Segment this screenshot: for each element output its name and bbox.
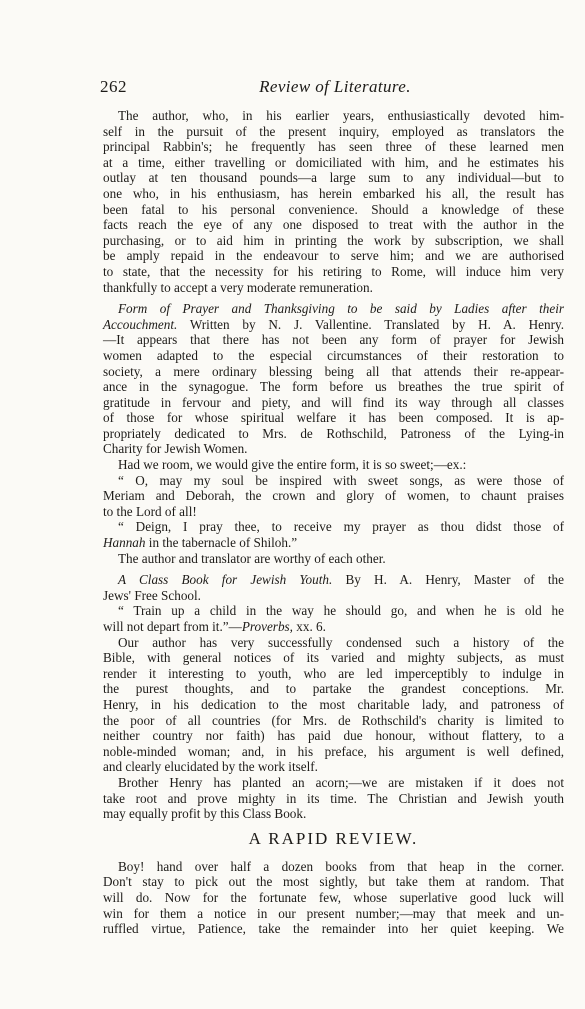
text-line: Accouchment. Written by N. J. Vallentine. Translated by H. A. Henry. [103, 316, 564, 332]
text-line: may equally profit by this Class Book. [103, 806, 307, 822]
text-line: Jews' Free School. [103, 587, 201, 603]
page-body [103, 108, 564, 937]
text-line: women adapted to the especial circumstances of their restoration to [103, 347, 564, 363]
text-line: neither country nor faith) has paid due honour, without flattery, to a [103, 728, 564, 744]
text-line: will not depart from it.”—Proverbs, xx. 6. [103, 619, 326, 634]
text-line: outlay at ten thousand pounds—a large sum to any individual—but to [103, 170, 564, 186]
section-heading: A RAPID REVIEW. [248, 828, 419, 848]
italic-title: A Class Book for Jewish Youth. [118, 572, 333, 588]
text-line: been fatal to his personal convenience. Should a knowledge of these [103, 201, 564, 217]
text-line: Had we room, we would give the entire form, it is so sweet;—ex.: [118, 457, 467, 473]
text-line: ruffled virtue, Patience, take the remainder into her quiet keeping. We [103, 921, 564, 937]
text-line: the purest thoughts, and to partake the grandest conceptions. Mr. [103, 681, 564, 697]
text-line: The author and translator are worthy of each other. [118, 550, 386, 566]
text-line: and clearly elucidated by the work itself. [103, 759, 318, 775]
text-line: will do. Now for the fortunate few, whose superlative good luck will [103, 889, 564, 905]
text-line: render it interesting to youth, who are led imperceptibly to indulge in [103, 665, 564, 681]
text-line: take root and prove mighty in its time. The Christian and Jewish youth [103, 790, 564, 806]
text-line: purchasing, or to aid him in printing the work by subscription, we shall [103, 232, 564, 248]
text-line: be amply repaid in the endeavour to serve him; and we are authorised [103, 248, 564, 264]
text-line: “ Train up a child in the way he should go, and when he is old he [118, 603, 564, 619]
text-line: at a time, either travelling or domiciliated with him, and he estimates his [103, 154, 564, 170]
text-line: principal Rabbin's; he frequently has seen three of these learned men [103, 139, 564, 155]
text-line: noble-minded woman; and, in his preface, his argument is well defined, [103, 743, 564, 759]
text-line: one who, in his enthusiasm, has herein embarked his all, the result has [103, 185, 564, 201]
text-line: facts reach the eye of any one disposed to treat with the author in the [103, 217, 564, 233]
text-line: —It appears that there has not been any form of prayer for Jewish [103, 332, 564, 348]
text-line: The author, who, in his earlier years, enthusiastically devoted him- [118, 108, 564, 123]
page-header [100, 77, 570, 99]
text-line: A Class Book for Jewish Youth. By H. A. Henry, Master of the [118, 572, 564, 588]
text-line: self in the pursuit of the present inquiry, employed as translators the [103, 123, 564, 139]
text-line: gratitude in fervour and piety, and will find its way through all classes [103, 394, 564, 410]
italic-title: Form of Prayer and Thanksgiving to be said by Ladies after their [118, 301, 564, 317]
text-line: Brother Henry has planted an acorn;—we are mistaken if it does not [118, 774, 564, 790]
text-line: Our author has very successfully condensed such a history of the [118, 634, 564, 650]
text-line: Bible, with general notices of its varied and mighty subjects, as must [103, 650, 564, 666]
text-line: propriately dedicated to Mrs. de Rothschild, Patroness of the Lying-in [103, 425, 564, 441]
text-line: Meriam and Deborah, the crown and glory of women, to chaunt praises [103, 488, 564, 504]
italic-title: Proverbs, [241, 619, 293, 634]
text-line: “ O, may my soul be inspired with sweet songs, as were those of [118, 472, 564, 488]
text-line: the poor of all countries (for Mrs. de Rothschild's charity is limited to [103, 712, 564, 728]
text-line: of those for whose spiritual welfare it has been composed. It is ap- [103, 410, 564, 426]
text-line: win for them a notice in our present number;—may that meek and un- [103, 905, 564, 921]
text-line: thankfully to accept a very moderate remuneration. [103, 279, 373, 295]
italic-title: Accouchment. [103, 316, 178, 332]
text-line: “ Deign, I pray thee, to receive my prayer as thou didst those of [118, 519, 564, 535]
text-line [103, 301, 564, 317]
text-line: Don't stay to pick out the most sightly, but take them at random. That [103, 874, 564, 890]
page-number: 262 [100, 77, 127, 96]
text-line: Henry, in his dedication to the most charitable lady, and patroness of [103, 696, 564, 712]
text-line: to state, that the necessity for his retiring to Rome, will induce him very [103, 263, 564, 279]
italic-title: Hannah [103, 535, 146, 551]
text-line: to the Lord of all! [103, 503, 197, 519]
running-title: Review of Literature. [259, 77, 411, 96]
text-line: Charity for Jewish Women. [103, 441, 248, 457]
text-line: society, a mere ordinary blessing being all that attends their re-appear- [103, 363, 564, 379]
text-line: ance in the synagogue. The form before us breathes the true spirit of [103, 379, 564, 395]
text-line: Hannah in the tabernacle of Shiloh.” [103, 535, 298, 551]
text-line: Boy! hand over half a dozen books from that heap in the corner. [118, 858, 564, 874]
